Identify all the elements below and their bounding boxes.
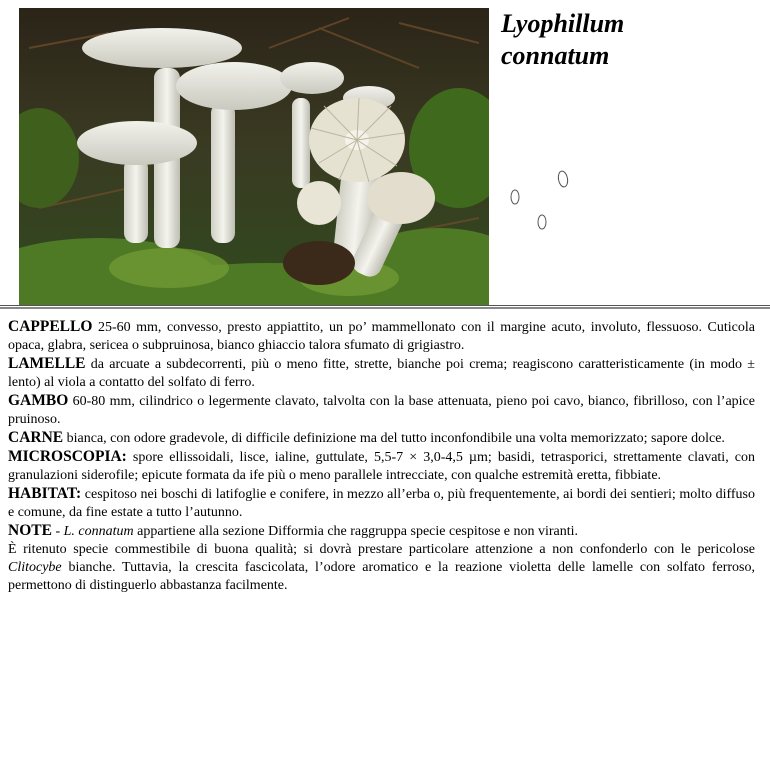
species-description — [8, 318, 755, 595]
cappello-paragraph — [8, 318, 755, 355]
mushroom-cluster-illustration — [19, 8, 489, 305]
spore-shape-1 — [511, 190, 519, 204]
lamelle-text: da arcuate a subdecorrenti, più o meno fitte, strette, bianche poi crema; reagiscono caratteristicamente (in modo ± lento) al viola a contatto del solfato di ferro. — [8, 357, 755, 390]
cappello-text: 25-60 mm, convesso, presto appiattito, un po’ mammellonato con il margine acuto, involuto, flessuoso. Cuticola opaca, glabra, sericea o subpruinosa, bianco ghiaccio talora sfumato di grigiastro. — [8, 320, 755, 353]
gambo-text: 60-80 mm, cilindrico o legermente clavato, talvolta con la base attenuata, pieno poi cavo, bianco, fibrilloso, con l’apice pruinoso. — [8, 394, 755, 427]
carne-text: bianca, con odore gradevole, di difficile definizione ma del tutto inconfondibile una volta memorizzato; sapore dolce. — [63, 431, 725, 446]
mushroom-photo — [19, 8, 489, 305]
species-title — [501, 8, 761, 72]
section-divider — [0, 305, 770, 309]
microscopia-paragraph — [8, 448, 755, 485]
note-paragraph — [8, 522, 755, 541]
spore-shape-2 — [557, 170, 569, 187]
microscopia-label: MICROSCOPIA: — [8, 448, 127, 465]
habitat-label: HABITAT: — [8, 485, 82, 502]
habitat-paragraph — [8, 485, 755, 522]
gambo-paragraph — [8, 392, 755, 429]
habitat-text: cespitoso nei boschi di latifoglie e conifere, in mezzo all’erba o, più frequentemente, ai bordi dei sentieri; molto diffuso e comune, da fine estate a tutto l’autunno. — [8, 487, 755, 520]
note-label: NOTE — [8, 522, 52, 539]
edibility-paragraph — [8, 541, 755, 595]
note-dash: - — [51, 524, 64, 539]
lamelle-label: LAMELLE — [8, 355, 86, 372]
microscopia-text: spore ellissoidali, lisce, ialine, guttulate, 5,5-7 × 3,0-4,5 µm; basidi, tetrasporici, strettamente clavati, con granulazioni siderofile; epicute formata da ife più o meno parallele intrecciate, con qualche estremità eretta, fibbiate. — [8, 450, 755, 483]
edibility-genus: Clitocybe — [8, 560, 62, 575]
note-text: appartiene alla sezione Difformia che raggruppa specie cespitose e non viranti. — [133, 524, 579, 539]
gambo-label: GAMBO — [8, 392, 69, 409]
cappello-label: CAPPELLO — [8, 318, 93, 335]
spore-sketch — [500, 160, 590, 240]
spore-shape-3 — [538, 215, 546, 229]
edibility-text-1: È ritenuto specie commestibile di buona qualità; si dovrà prestare particolare attenzione a non confonderlo con le pericolose — [8, 542, 755, 557]
carne-paragraph — [8, 429, 755, 448]
carne-label: CARNE — [8, 429, 64, 446]
species-title-genus: Lyophillum — [501, 9, 625, 38]
note-species: L. connatum — [63, 524, 134, 539]
edibility-text-2: bianche. Tuttavia, la crescita fascicolata, l’odore aromatico e la reazione violetta delle lamelle con solfato ferroso, permettono di distinguerlo abbastanza facilmente. — [8, 560, 755, 593]
species-title-epithet: connatum — [501, 41, 610, 70]
lamelle-paragraph — [8, 355, 755, 392]
